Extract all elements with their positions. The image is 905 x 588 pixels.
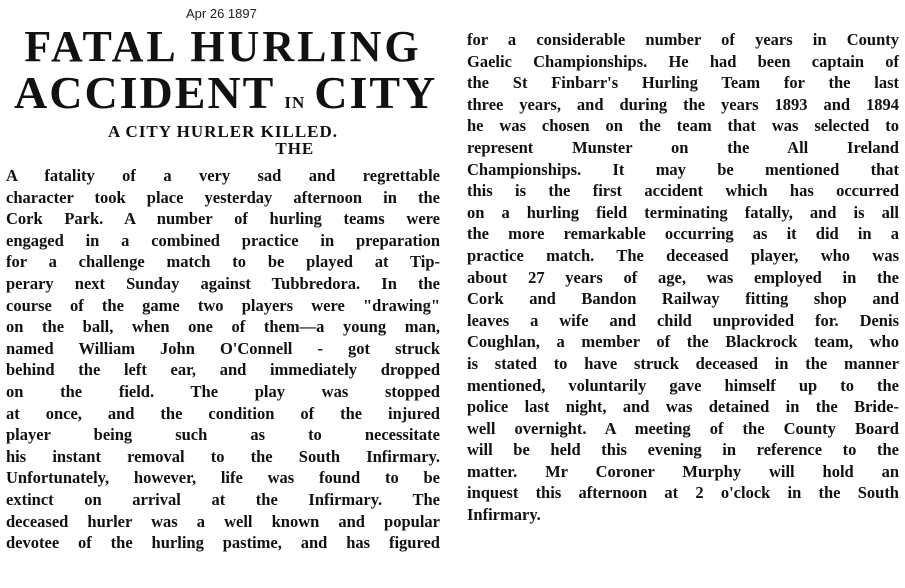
article-line: inquest this afternoon at 2 o'clock in the South <box>467 483 899 503</box>
article-line: matter. Mr Coroner Murphy will hold an <box>467 461 899 481</box>
headline <box>6 24 440 172</box>
article-line: three years, and during the years 1893 and 1894 <box>467 94 899 114</box>
article-line: leaves a wife and child unprovided for. Denis <box>467 310 899 330</box>
article-line: about 27 years of age, was employed in the <box>467 267 899 287</box>
article-line: on the field. The play was stopped <box>6 381 440 401</box>
article-line: on the ball, when one of them—a young man, <box>6 317 440 337</box>
article-line: well overnight. A meeting of the County Board <box>467 418 899 438</box>
article-line: for a challenge match to be played at Tip- <box>6 252 440 272</box>
article-line: Cork and Bandon Railway fitting shop and <box>467 289 899 309</box>
headline-word-accident: ACCIDENT <box>14 67 276 118</box>
article-line: police last night, and was detained in the Bride- <box>467 397 899 417</box>
article-line: on a hurling field terminating fatally, and is all <box>467 202 899 222</box>
article-line: extinct on arrival at the Infirmary. The <box>6 489 440 509</box>
article-line: he was chosen on the team that was selected to <box>467 116 899 136</box>
clipping-date: Apr 26 1897 <box>186 6 257 21</box>
article-line: Unfortunately, however, life was found to be <box>6 468 440 488</box>
article-line: is stated to have struck deceased in the manner <box>467 353 899 373</box>
article-line: at once, and the condition of the injured <box>6 403 440 423</box>
article-line: engaged in a combined practice in preparation <box>6 230 440 250</box>
article-line: devotee of the hurling pastime, and has figured <box>6 533 440 553</box>
article-column-right <box>467 29 899 526</box>
article-line: deceased hurler was a well known and popular <box>6 511 440 531</box>
headline-line-1: FATAL HURLING <box>24 22 422 71</box>
article-column-left <box>6 165 440 554</box>
article-line: behind the left ear, and immediately dropped <box>6 360 440 380</box>
article-line: course of the game two players were "drawing" <box>6 295 440 315</box>
article-line: practice match. The deceased player, who was <box>467 245 899 265</box>
article-line: for a considerable number of years in County <box>467 30 899 49</box>
article-line: mentioned, voluntarily gave himself up to the <box>467 375 899 395</box>
headline-word-in-the: IN THE <box>275 93 315 158</box>
article-line: player being such as to necessitate <box>6 425 440 445</box>
article-line: Infirmary. <box>467 505 541 525</box>
article-line: his instant removal to the South Infirmary. <box>6 446 440 466</box>
article-line: Championships. It may be mentioned that <box>467 159 899 179</box>
article-line: represent Munster on the All Ireland <box>467 137 899 157</box>
article-line: A fatality of a very sad and regrettable <box>6 166 440 185</box>
article-line: the St Finbarr's Hurling Team for the last <box>467 73 899 93</box>
subheadline: A CITY HURLER KILLED. <box>107 122 339 141</box>
article-line: the more remarkable occurring as it did in a <box>467 224 899 244</box>
article-line: Coughlan, a member of the Blackrock team, who <box>467 332 899 352</box>
article-line: will be held this evening in reference to the <box>467 440 899 460</box>
article-line: this is the first accident which has occurred <box>467 181 899 201</box>
article-line: Cork Park. A number of hurling teams were <box>6 209 440 229</box>
article-line: perary next Sunday against Tubbredora. In the <box>6 273 440 293</box>
article-line: Gaelic Championships. He had been captain of <box>467 51 899 71</box>
article-line: named William John O'Connell - got struck <box>6 338 440 358</box>
headline-line-2 <box>6 67 440 172</box>
article-line: character took place yesterday afternoon in the <box>6 187 440 207</box>
headline-word-city: CITY <box>314 67 438 118</box>
